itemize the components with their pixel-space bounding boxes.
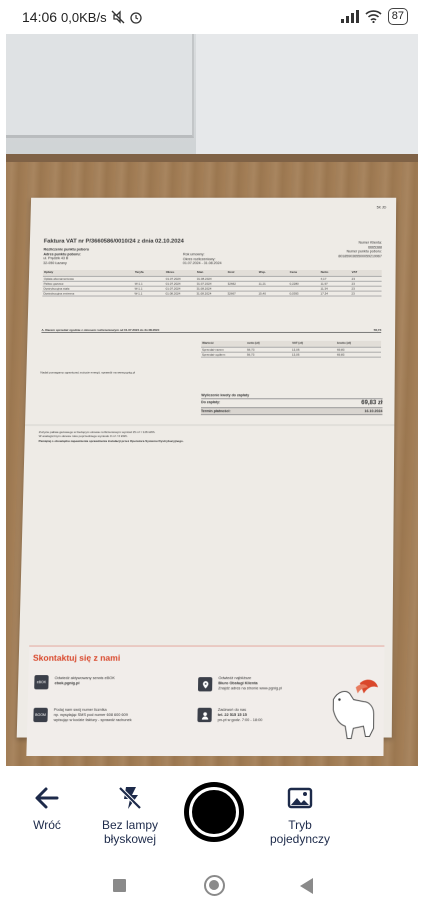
table-cell: 23	[351, 281, 355, 286]
table-cell: 0,0393	[289, 291, 299, 296]
table-header-cell: Netto	[320, 270, 329, 274]
summary-label: A. Razem sprzedaż zgodnie z okresem rozliczeniowym od 01.07.2024 do 31.08.2024	[41, 328, 160, 332]
table-cell: 11,34	[320, 286, 328, 291]
table-cell: 31.08.2024	[196, 286, 212, 291]
signal-icon	[341, 10, 359, 23]
contact-office	[218, 676, 282, 691]
vat-cell: Wartość	[202, 340, 214, 345]
vat-cell: 13,05	[292, 347, 300, 352]
arrow-left-icon	[33, 784, 61, 812]
table-cell	[258, 277, 289, 281]
vat-cell: Sprzedaż razem	[202, 347, 224, 352]
seller-line: Rozliczenie punktu poboru	[43, 247, 90, 252]
clock: 14:06	[22, 9, 58, 25]
table-cell: 0,2280	[289, 281, 299, 286]
legal-line: Zużycie paliwa gazowego w bieżącym okresie rozliczeniowym wyniósł 15 m³ / 126 kWh.	[38, 430, 156, 435]
legal-line: W analogicznym okresie roku poprzedniego wyniosło 0 m³ / 0 kWh.	[38, 434, 128, 439]
table-cell: 23	[351, 286, 355, 291]
battery-indicator: 87	[388, 8, 408, 25]
table-row	[42, 292, 381, 297]
background-laptop	[6, 34, 194, 138]
table-cell	[227, 277, 258, 281]
back-triangle-icon[interactable]	[300, 878, 313, 894]
table-cell: 01.07.2024	[165, 286, 181, 291]
camera-viewfinder[interactable]	[6, 34, 418, 766]
contact-phone-line: pn-pt w godz. 7:00 - 18:00	[217, 718, 263, 723]
client-block	[317, 241, 382, 259]
invoice-title: Faktura VAT nr P/3660586/0010/24 z dnia 02.10.2024	[43, 238, 184, 245]
table-cell: 17,34	[320, 291, 328, 296]
invoice-corner-code: 5K JD	[376, 205, 387, 210]
vat-cell: 13,05	[291, 352, 300, 357]
shutter-button[interactable]	[184, 782, 244, 842]
seller-line: ul. Prędzik 43 B	[43, 256, 69, 261]
table-header-cell: Stan	[196, 270, 204, 274]
image-icon	[286, 784, 314, 812]
client-line: Numer Klienta:	[358, 240, 382, 245]
sms-icon-label: BOOM	[35, 712, 47, 718]
flash-label-line: błyskowej	[103, 832, 157, 846]
contact-ebok	[54, 676, 114, 686]
table-cell	[289, 287, 320, 291]
contact-office-line: Odwiedź najbliższe	[218, 676, 252, 681]
due-title-text: Wyliczenie kwoty do zapłaty	[201, 393, 250, 398]
vat-summary	[201, 341, 381, 358]
contact-office-line: Biuro Obsługi Klienta	[218, 681, 258, 686]
due-amount-line	[201, 399, 383, 408]
flash-off-icon	[116, 784, 144, 812]
period-block	[183, 252, 272, 265]
vat-cell: 56,73	[246, 352, 255, 357]
table-cell: 01.07.2024	[165, 281, 181, 286]
table-cell	[289, 277, 320, 281]
table-cell: 15,40	[258, 291, 266, 296]
table-cell: Paliwo gazowe	[43, 281, 64, 286]
ebok-icon-label: eBOK	[36, 680, 47, 685]
contact-sms-line: Podaj nam swój numer licznika	[53, 707, 107, 712]
vat-cell: 56,73	[247, 347, 255, 352]
mode-label-line: Tryb	[288, 818, 312, 832]
table-cell: W-1.1	[134, 291, 143, 296]
invoice-table	[42, 270, 381, 296]
shutter-ring	[189, 787, 239, 837]
table-cell: 11,21	[258, 281, 266, 286]
vat-cell: netto [zł]	[247, 340, 260, 345]
contact-phone	[218, 708, 263, 723]
table-cell: Dystrybucyjna stała	[43, 286, 70, 291]
network-speed: 0,0KB/s	[61, 9, 107, 25]
table-cell: 32667	[227, 291, 236, 296]
seller-line: 32-050 Łazany	[43, 260, 67, 265]
contact-phone-line: tel. 22 515 15 15	[217, 712, 247, 718]
table-header-cell: Taryfa	[134, 270, 144, 274]
table-header-cell: Wsp.	[258, 270, 266, 274]
table-cell	[134, 277, 165, 281]
contact-office-line: Znajdź adres na stronie www.pgnig.pl	[218, 686, 283, 691]
table-header-cell: Okres	[165, 270, 175, 274]
back-button-label: Wróć	[33, 818, 61, 832]
period-line: Okres rozliczeniowy:	[182, 256, 216, 261]
period-line: 01.07.2024 - 31.08.2024	[182, 261, 222, 266]
vat-header	[201, 341, 381, 348]
mode-label-line: pojedynczy	[269, 832, 331, 846]
table-cell: 11,97	[320, 281, 328, 286]
table-cell: 31.07.2024	[196, 281, 212, 286]
table-header-cell: Cena	[289, 270, 298, 274]
table-cell: 31.08.2024	[196, 276, 212, 281]
system-nav-bar	[0, 860, 424, 912]
camera-controls	[0, 766, 424, 860]
table-cell: 01.08.2024	[165, 291, 181, 296]
invoice-note: Nadal pomagamy ograniczać zużycie energii, sprawdź na www.pgnig.pl	[40, 370, 136, 375]
due-title	[201, 392, 382, 399]
status-right	[341, 8, 408, 25]
status-left	[22, 9, 143, 25]
legal-line: Pamiętaj o obowiązku zapewnienia sprawdzenia instalacji przez Operatora Systemu Dystrybucyjnego.	[38, 438, 184, 443]
table-cell	[258, 287, 289, 291]
vat-cell: brutto [zł]	[337, 340, 351, 345]
table-cell: 31.08.2024	[196, 291, 212, 296]
flash-label-line: Bez lampy	[101, 818, 159, 832]
table-cell: 32662	[227, 281, 236, 286]
background-laptop-base	[196, 34, 418, 158]
table-header-cell: Ilość	[227, 270, 235, 274]
contact-ebok-line: ebok.pgnig.pl	[54, 681, 80, 686]
mute-icon	[111, 10, 125, 24]
vat-cell: 69,83	[337, 347, 345, 352]
table-cell: Dystrybucyjna zmienna	[43, 291, 75, 296]
vat-cell: 69,83	[336, 352, 345, 357]
recent-apps-icon[interactable]	[113, 879, 126, 892]
table-cell: 01.07.2024	[165, 276, 181, 281]
phone-person-icon	[197, 708, 211, 722]
due-label: Do zapłaty:	[201, 400, 221, 405]
table-cell: 4,17	[320, 276, 327, 281]
status-bar	[0, 0, 424, 34]
capture-mode-button[interactable]	[266, 784, 334, 846]
due-amount: 69,83 zł	[361, 400, 383, 407]
vat-row	[201, 353, 381, 358]
paper-fold	[25, 424, 394, 426]
due-date-line	[201, 408, 383, 415]
client-line: 6665388	[368, 245, 382, 250]
contact-panel	[26, 646, 384, 756]
alarm-icon	[129, 10, 143, 24]
table-cell: 23	[351, 291, 355, 296]
table-cell: Opłata abonamentowa	[43, 276, 74, 281]
sms-icon	[33, 708, 48, 722]
table-header-cell: VAT	[351, 270, 358, 274]
due-date: 16.10.2024	[364, 409, 383, 414]
contact-sms	[54, 708, 132, 723]
invoice-paper	[17, 198, 396, 738]
sale-summary	[41, 328, 381, 333]
due-date-label: Termin płatności:	[200, 409, 231, 414]
contact-sms-line: wpisując w kodzie faktury - sprawdź rachunek	[53, 718, 132, 723]
flash-toggle-button[interactable]	[96, 784, 164, 846]
amount-due-box	[201, 392, 383, 415]
vat-cell: VAT [zł]	[292, 340, 303, 345]
location-icon	[198, 677, 212, 691]
dog-mascot-illustration	[325, 669, 382, 743]
table-cell: W-1.1	[134, 281, 143, 286]
home-icon[interactable]	[204, 875, 225, 896]
legal-notes	[39, 430, 381, 443]
table-header	[43, 270, 382, 277]
contact-sms-line: np. wysyłając SMS pod numer 608 600 609	[53, 712, 128, 718]
client-line: 8018590365500059219967	[338, 254, 382, 259]
summary-total: 56,73	[373, 328, 382, 332]
back-button[interactable]	[24, 784, 70, 832]
wifi-icon	[365, 10, 382, 23]
period-line: Rok umowny:	[182, 252, 205, 257]
contact-ebok-line: Odwiedź aktywowany serwis eBOK	[54, 676, 115, 681]
seller-line: Adres punktu poboru:	[43, 251, 81, 256]
seller-block	[43, 247, 152, 265]
table-cell: W-1.1	[134, 286, 143, 291]
table-cell	[227, 287, 258, 291]
contact-title: Skontaktuj się z nami	[32, 652, 121, 663]
ebok-icon	[34, 675, 49, 689]
contact-phone-line: Zadzwoń do nas	[217, 707, 247, 712]
vat-cell: Sprzedaż ogółem	[201, 352, 226, 357]
client-line: Numer punktu poboru:	[346, 249, 382, 254]
table-header-cell: Opłaty	[43, 270, 54, 274]
table-cell: 23	[351, 276, 355, 281]
